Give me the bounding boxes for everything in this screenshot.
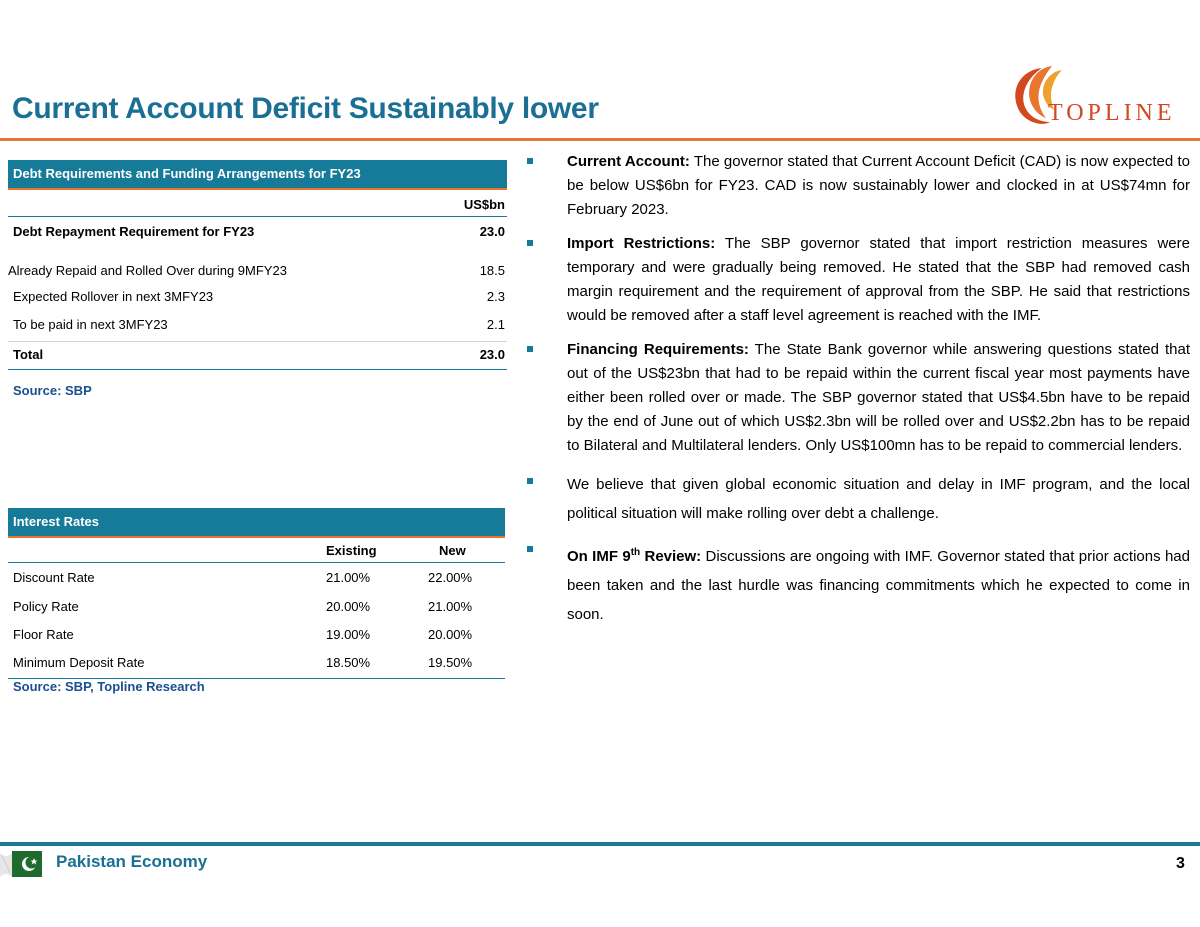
bullet-outlook: We believe that given global economic situation and delay in IMF program, and the local political situation will make rolling over debt a challenge. bbox=[522, 470, 1190, 528]
page-title: Current Account Deficit Sustainably lower bbox=[12, 92, 599, 125]
interest-rates-header-row bbox=[8, 538, 505, 563]
bullet-square-icon bbox=[527, 546, 533, 552]
footer-section-label: Pakistan Economy bbox=[56, 852, 208, 871]
header-divider bbox=[0, 138, 1200, 141]
table-row: Policy Rate 20.00% 21.00% bbox=[13, 599, 473, 614]
interest-rates-table bbox=[8, 508, 505, 694]
debt-table bbox=[8, 160, 507, 398]
commentary bbox=[522, 150, 1190, 629]
pakistan-flag-icon bbox=[12, 851, 42, 877]
interest-rates-title: Interest Rates bbox=[8, 508, 505, 538]
page-number: 3 bbox=[1176, 855, 1185, 872]
table-row: Already Repaid and Rolled Over during 9MFY23 18.5 bbox=[8, 263, 505, 278]
table-row: Total 23.0 bbox=[8, 341, 507, 370]
table-row: To be paid in next 3MFY23 2.1 bbox=[13, 317, 505, 332]
footer-divider bbox=[0, 842, 1200, 846]
table-row: Discount Rate 21.00% 22.00% bbox=[13, 570, 473, 585]
col-existing: Existing bbox=[326, 543, 377, 558]
table-row: Minimum Deposit Rate 18.50% 19.50% bbox=[8, 650, 505, 679]
debt-table-source: Source: SBP bbox=[13, 383, 92, 398]
bullet-square-icon bbox=[527, 346, 533, 352]
debt-table-unit: US$bn bbox=[463, 197, 505, 212]
bullet-financing-requirements: Financing Requirements: The State Bank governor while answering questions stated that out of the US$23bn that had to be repaid within the current fiscal year most payments have either been rolled over or made. The SBP governor stated that US$4.5bn have to be repaid by the end of June out of which US$2.3bn will be rolled over and US$2.2bn has to be repaid to Bilateral and Multilateral lenders. Only US$100mn has to be repaid to commercial lenders. bbox=[522, 338, 1190, 458]
bullet-square-icon bbox=[527, 240, 533, 246]
flag-pole-icon bbox=[0, 851, 12, 877]
bullet-import-restrictions: Import Restrictions: The SBP governor stated that import restriction measures were temporary and were gradually being removed. He stated that the SBP had removed cash margin requirement and the requirement of approval from the SBP. He said that restrictions would be removed after a staff level agreement is reached with the IMF. bbox=[522, 232, 1190, 328]
logo-text: TOPLINE bbox=[1048, 100, 1176, 126]
bullet-current-account: Current Account: The governor stated that Current Account Deficit (CAD) is now expected to be below US$6bn for FY23. CAD is now sustainably lower and clocked in at US$74mn for February 2023. bbox=[522, 150, 1190, 222]
bullet-imf-review: On IMF 9th Review: Discussions are ongoing with IMF. Governor stated that prior actions had been taken and the last hurdle was financing commitments which he expected to come in soon. bbox=[522, 538, 1190, 629]
table-row: Debt Repayment Requirement for FY23 23.0 bbox=[13, 224, 505, 239]
bullet-square-icon bbox=[527, 478, 533, 484]
debt-table-title: Debt Requirements and Funding Arrangements for FY23 bbox=[8, 160, 507, 190]
bullet-square-icon bbox=[527, 158, 533, 164]
table-row: Floor Rate 19.00% 20.00% bbox=[13, 627, 473, 642]
debt-table-unit-row bbox=[8, 190, 507, 217]
interest-rates-source: Source: SBP, Topline Research bbox=[13, 679, 205, 694]
col-new: New bbox=[439, 543, 466, 558]
table-row: Expected Rollover in next 3MFY23 2.3 bbox=[13, 289, 505, 304]
